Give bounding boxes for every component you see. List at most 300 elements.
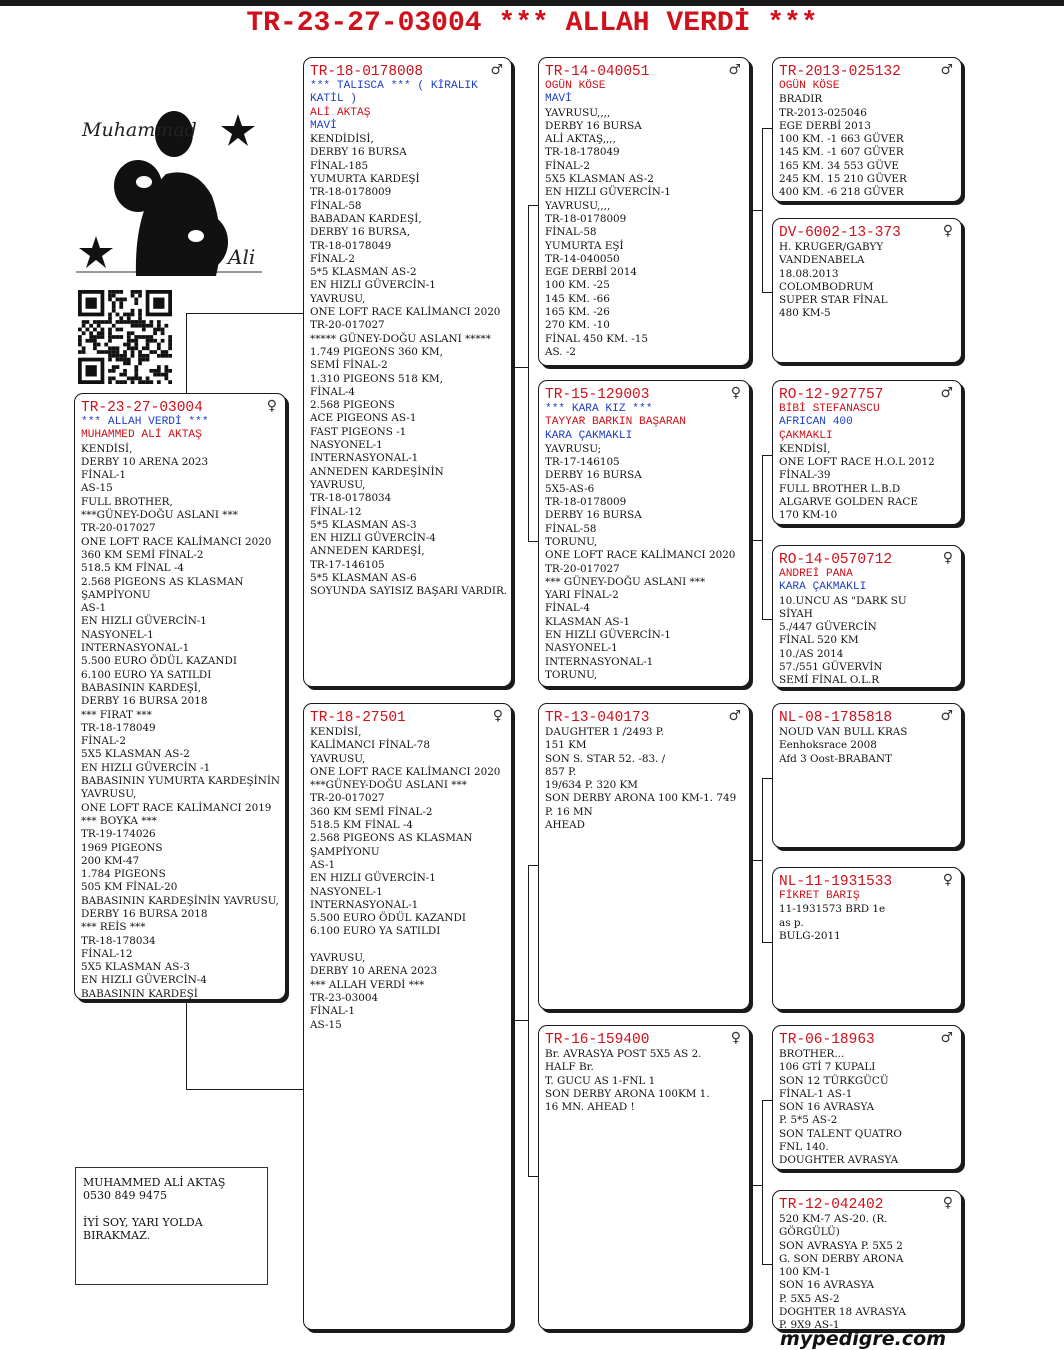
achievement-line: FİNAL-12 xyxy=(81,947,133,960)
pedigree-card-sire-sire[interactable] xyxy=(538,57,750,366)
pedigree-card-ssd[interactable] xyxy=(772,218,962,363)
connector-line xyxy=(762,1100,772,1101)
achievement-line: ACE PIGEONS AS-1 xyxy=(310,412,417,425)
ring-number: TR-13-040173 xyxy=(545,710,650,726)
card-header xyxy=(779,1195,955,1213)
achievement-line: TR-17-146105 xyxy=(310,558,385,571)
achievement-line: 100 KM. -1 663 GÜVER xyxy=(779,133,904,146)
achievement-list xyxy=(81,443,279,1000)
ring-number: RO-12-927757 xyxy=(779,387,884,403)
achievement-line: ONE LOFT RACE KALİMANCI 2020 xyxy=(310,765,501,778)
achievement-line: EN HIZLI GÜVERCİN-1 xyxy=(310,872,436,885)
connector-line xyxy=(186,313,187,393)
achievement-line: NOUD VAN BULL KRAS xyxy=(779,726,908,738)
ring-number: TR-16-159400 xyxy=(545,1032,650,1048)
achievement-line: 270 KM. -10 xyxy=(545,319,610,332)
achievement-line: TR-18-178049 xyxy=(81,721,156,734)
achievement-line: EN HIZLI GÜVERCİN-1 xyxy=(545,186,671,199)
achievement-line: BABASININ YUMURTA KARDEŞİNİN xyxy=(81,775,281,788)
male-symbol-icon: ♂ xyxy=(940,62,953,78)
achievement-line: TORUNU, xyxy=(545,535,598,548)
achievement-list xyxy=(779,93,955,199)
achievement-line: SON DERBY ARONA 100 KM-1. 749 xyxy=(545,792,737,805)
ring-number: NL-08-1785818 xyxy=(779,710,893,726)
brand-watermark[interactable]: mypedigre.com xyxy=(780,1328,946,1350)
achievement-line: TR-18-0178009 xyxy=(545,212,627,225)
ring-number: TR-18-27501 xyxy=(310,710,406,726)
achievement-line: SON 16 AVRASYA xyxy=(779,1279,875,1292)
achievement-line: KENDİSİ, xyxy=(779,442,831,455)
achievement-line xyxy=(310,939,505,952)
name-line: *** TALISCA *** ( KİRALIK xyxy=(310,80,478,92)
name-line: KARA ÇAKMAKLI xyxy=(545,429,633,442)
achievement-line: 100 KM. -25 xyxy=(545,279,610,292)
achievement-line: KLASMAN AS-1 xyxy=(545,615,630,628)
pedigree-card-sss[interactable] xyxy=(772,57,962,202)
achievement-line: TR-18-0178049 xyxy=(310,239,392,252)
achievement-line: 857 P. xyxy=(545,765,577,778)
card-header xyxy=(310,708,505,726)
achievement-line: 5X5-AS-6 xyxy=(545,482,595,495)
ring-number: TR-15-129003 xyxy=(545,387,650,403)
achievement-line: 5*5 KLASMAN AS-2 xyxy=(310,266,417,279)
pedigree-card-dam-sire[interactable] xyxy=(538,703,750,1010)
card-header xyxy=(81,398,279,416)
achievement-line: 106 GTİ 7 KUPALI xyxy=(779,1061,876,1074)
connector-line xyxy=(186,313,304,314)
achievement-line: FİNAL-2 xyxy=(545,159,590,172)
achievement-line: FİNAL-12 xyxy=(310,505,362,518)
achievement-line: P. 5*5 AS-2 xyxy=(779,1114,838,1127)
name-line: AFRICAN 400 xyxy=(779,416,853,429)
achievement-line: FİNAL-58 xyxy=(545,522,597,535)
achievement-line: G. SON DERBY ARONA xyxy=(779,1252,904,1265)
achievement-line: DERBY 16 BURSA 2018 xyxy=(81,907,208,920)
achievement-line: FİNAL-2 xyxy=(81,735,126,748)
achievement-line: TR-17-146105 xyxy=(545,456,620,469)
achievement-list xyxy=(779,241,955,321)
male-symbol-icon: ♂ xyxy=(940,1030,953,1046)
achievement-line: DOUGHTER AVRASYA xyxy=(779,1154,899,1167)
name-line: TAYYAR BARKIN BAŞARAN xyxy=(545,416,686,429)
page-title: TR-23-27-03004 *** ALLAH VERDİ *** xyxy=(246,8,818,39)
achievement-line: TR-18-0178009 xyxy=(310,186,392,199)
achievement-line: TR-20-017027 xyxy=(310,792,385,805)
achievement-line: EN HIZLI GÜVERCİN-1 xyxy=(310,279,436,292)
achievement-list xyxy=(545,1048,743,1114)
connector-line xyxy=(528,865,538,866)
ring-number: RO-14-0570712 xyxy=(779,552,893,568)
achievement-line: 1.784 PIGEONS xyxy=(81,868,166,881)
connector-line xyxy=(750,540,762,541)
card-header xyxy=(545,62,743,80)
achievement-line: FİNAL-4 xyxy=(545,602,590,615)
achievement-list xyxy=(779,726,955,766)
achievement-line: T. GUCU AS 1-FNL 1 xyxy=(545,1074,656,1087)
male-symbol-icon: ♂ xyxy=(728,62,741,78)
achievement-line: 2.568 PIGEONS xyxy=(310,399,395,412)
male-symbol-icon: ♂ xyxy=(940,708,953,724)
achievement-line: VANDENABELA xyxy=(779,254,865,267)
achievement-line: TR-18-0178034 xyxy=(310,492,392,505)
achievement-line: AS-15 xyxy=(81,482,113,495)
achievement-line: INTERNASYONAL-1 xyxy=(310,452,419,465)
portrait-caption-bottom: Ali xyxy=(228,245,256,269)
achievement-line: 5.500 EURO ÖDÜL KAZANDI xyxy=(310,912,466,925)
achievement-line: YUMURTA EŞİ xyxy=(545,239,624,252)
connector-line xyxy=(528,205,538,206)
achievement-line: BABASININ KARDEŞİNİN YAVRUSU, xyxy=(81,894,279,907)
achievement-line: FİNAL-185 xyxy=(310,159,369,172)
ring-number: TR-23-27-03004 xyxy=(81,400,203,416)
achievement-line: FAST PIGEONS -1 xyxy=(310,425,407,438)
achievement-line: EN HIZLI GÜVERCİN-4 xyxy=(310,532,436,545)
achievement-line: *** REİS *** xyxy=(81,921,146,934)
achievement-line: AS. -2 xyxy=(545,345,576,358)
achievement-line: 6.100 EURO YA SATILDI xyxy=(310,925,441,938)
female-symbol-icon: ♀ xyxy=(730,1030,741,1046)
card-header xyxy=(779,385,955,403)
female-symbol-icon: ♀ xyxy=(942,550,953,566)
achievement-line: SON 12 TÜRKGÜCÜ xyxy=(779,1074,889,1087)
achievement-line: GÖRGÜLÜ) xyxy=(779,1226,840,1239)
connector-line xyxy=(762,455,772,456)
name-line: BİBİ STEFANASCU xyxy=(779,403,880,415)
achievement-line: EGE DERBİ 2013 xyxy=(779,119,871,132)
achievement-line: TR-2013-025046 xyxy=(779,106,867,119)
portrait-image xyxy=(76,86,262,282)
achievement-line: *** BOYKA *** xyxy=(81,814,157,827)
achievement-line: 5X5 KLASMAN AS-2 xyxy=(545,173,654,186)
achievement-line: TR-20-017027 xyxy=(310,319,385,332)
achievement-line: 5X5 KLASMAN AS-3 xyxy=(81,961,190,974)
achievement-line: *** FIRAT *** xyxy=(81,708,152,721)
achievement-line: ONE LOFT RACE KALİMANCI 2019 xyxy=(81,801,272,814)
achievement-line: ANNEDEN KARDEŞİNİN xyxy=(310,465,444,478)
achievement-line: 19/634 P. 320 KM xyxy=(545,779,638,792)
ring-number: DV-6002-13-373 xyxy=(779,225,901,241)
owner-phone[interactable]: 0530 849 9475 xyxy=(83,1189,167,1202)
achievement-line: SON TALENT QUATRO xyxy=(779,1127,902,1140)
achievement-list xyxy=(545,443,743,682)
female-symbol-icon: ♀ xyxy=(942,872,953,888)
achievement-list xyxy=(545,107,743,360)
owner-motto-line: BIRAKMAZ. xyxy=(83,1229,151,1242)
connector-line xyxy=(762,778,763,943)
ring-number: TR-14-040051 xyxy=(545,64,650,80)
achievement-line: DERBY 16 BURSA xyxy=(545,509,642,522)
ring-number: NL-11-1931533 xyxy=(779,874,893,890)
achievement-line: BABADAN KARDEŞİ, xyxy=(310,212,422,225)
achievement-line: FULL BROTHER, xyxy=(81,495,173,508)
achievement-line: DERBY 16 BURSA, xyxy=(310,226,411,239)
ring-number: TR-2013-025132 xyxy=(779,64,901,80)
achievement-line: SON S. STAR 52. -83. / xyxy=(545,752,666,765)
achievement-line: DERBY 16 BURSA xyxy=(545,119,642,132)
achievement-line: 170 KM-10 xyxy=(779,509,838,522)
achievement-line: SOYUNDA SAYISIZ BAŞARI VARDIR. xyxy=(310,585,508,598)
portrait-caption-top: Muhammad xyxy=(82,119,197,141)
achievement-line: 518.5 KM FİNAL -4 xyxy=(81,562,184,575)
female-symbol-icon: ♀ xyxy=(266,398,277,414)
achievement-line: NASYONEL-1 xyxy=(545,642,618,655)
name-line: MAVİ xyxy=(545,93,572,106)
ring-number: TR-18-0178008 xyxy=(310,64,424,80)
connector-line xyxy=(762,942,772,943)
achievement-line: BABASININ KARDEŞİ, xyxy=(81,681,202,694)
achievement-line: ***** GÜNEY-DOĞU ASLANI ***** xyxy=(310,332,491,345)
achievement-line: FİNAL-58 xyxy=(310,199,362,212)
owner-info-box xyxy=(75,1167,268,1285)
achievement-line: P. 9X9 AS-1 xyxy=(779,1319,840,1330)
achievement-line: FİNAL-58 xyxy=(545,226,597,239)
connector-line xyxy=(750,210,762,211)
female-symbol-icon: ♀ xyxy=(730,385,741,401)
achievement-line: INTERNASYONAL-1 xyxy=(310,898,419,911)
achievement-line: TR-18-0178009 xyxy=(545,496,627,509)
achievement-line: YAVRUSU, xyxy=(310,752,366,765)
achievement-line: 1.749 PIGEONS 360 KM, xyxy=(310,345,443,358)
achievement-line: Br. AVRASYA POST 5X5 AS 2. xyxy=(545,1048,702,1060)
achievement-line: AS-1 xyxy=(81,602,107,615)
connector-line xyxy=(762,619,772,620)
achievement-line: YARI FİNAL-2 xyxy=(545,589,619,602)
achievement-line: 165 KM. -26 xyxy=(545,306,610,319)
achievement-line: *** GÜNEY-DOĞU ASLANI *** xyxy=(545,575,706,588)
achievement-line: 400 KM. -6 218 GÜVER xyxy=(779,186,904,199)
achievement-line: FİNAL-1 AS-1 xyxy=(779,1087,853,1100)
achievement-line: ***GÜNEY-DOĞU ASLANI *** xyxy=(310,779,467,792)
achievement-line: DERBY 16 BURSA xyxy=(310,146,407,159)
connector-line xyxy=(528,205,529,542)
achievement-line: 480 KM-5 xyxy=(779,307,831,320)
connector-line xyxy=(762,1264,772,1265)
achievement-line: 518.5 KM FİNAL -4 xyxy=(310,819,413,832)
achievement-line: 5*5 KLASMAN AS-3 xyxy=(310,518,417,531)
achievement-line: ALGARVE GOLDEN RACE xyxy=(779,496,918,509)
achievement-line: 1.310 PIGEONS 518 KM, xyxy=(310,372,443,385)
achievement-line: SEMİ FİNAL O.L.R xyxy=(779,674,880,687)
achievement-line: 5*5 KLASMAN AS-6 xyxy=(310,571,417,584)
achievement-line: INTERNASYONAL-1 xyxy=(545,655,654,668)
achievement-list xyxy=(310,133,508,598)
achievement-line: EN HIZLI GÜVERCİN-4 xyxy=(81,974,207,987)
achievement-line: YAVRUSU, xyxy=(310,292,366,305)
connector-line xyxy=(512,367,528,368)
name-line: ANDREİ PANA xyxy=(779,568,853,580)
owner-name: MUHAMMED ALİ AKTAŞ xyxy=(83,1176,226,1189)
achievement-line: DERBY 16 BURSA xyxy=(545,469,642,482)
connector-line xyxy=(750,860,762,861)
achievement-line: ONE LOFT RACE KALİMANCI 2020 xyxy=(545,549,736,562)
name-line: ÇAKMAKLI xyxy=(779,429,833,442)
achievement-line: H. KRUGER/GABYY xyxy=(779,241,884,253)
achievement-line: KALİMANCI FİNAL-78 xyxy=(310,739,430,752)
connector-line xyxy=(762,778,772,779)
achievement-line: 151 KM xyxy=(545,739,587,752)
achievement-line: FNL 140. xyxy=(779,1141,829,1154)
male-symbol-icon: ♂ xyxy=(728,708,741,724)
achievement-list xyxy=(545,726,743,832)
achievement-line: BROTHER... xyxy=(779,1048,845,1060)
achievement-line: EGE DERBİ 2014 xyxy=(545,266,637,279)
achievement-line: BABASININ KARDEŞİ xyxy=(81,987,198,1000)
connector-line xyxy=(762,1100,763,1265)
achievement-line: 10.UNCU AS "DARK SU xyxy=(779,594,907,607)
achievement-line: TR-20-017027 xyxy=(545,562,620,575)
achievement-list xyxy=(779,1048,955,1168)
achievement-list xyxy=(779,903,955,943)
achievement-line: SON 16 AVRASYA xyxy=(779,1101,875,1114)
achievement-line: 200 KM-47 xyxy=(81,854,140,867)
name-line: *** ALLAH VERDİ *** xyxy=(81,416,209,428)
achievement-line: 10./AS 2014 xyxy=(779,647,844,660)
achievement-list xyxy=(310,726,505,1032)
pedigree-card-dss[interactable] xyxy=(772,703,962,848)
achievement-line: TORUNU, xyxy=(545,668,598,681)
achievement-line: NASYONEL-1 xyxy=(81,628,154,641)
achievement-line: YAVRUSU; xyxy=(545,442,602,455)
achievement-line: FİNAL-1 xyxy=(310,1005,355,1018)
achievement-line: TR-23-03004 xyxy=(310,991,379,1004)
achievement-line: FİNAL 450 KM. -15 xyxy=(545,332,648,345)
achievement-line: TR-19-174026 xyxy=(81,828,156,841)
connector-line xyxy=(762,128,772,129)
achievement-line: SON AVRASYA P. 5X5 2 xyxy=(779,1239,903,1252)
achievement-line: 2.568 PIGEONS AS KLASMAN xyxy=(310,832,473,845)
connector-line xyxy=(512,1020,528,1021)
achievement-line: ONE LOFT RACE KALİMANCI 2020 xyxy=(81,535,272,548)
achievement-line: as p. xyxy=(779,916,804,929)
achievement-line: SEMİ FİNAL-2 xyxy=(310,359,388,372)
achievement-line: 360 KM SEMİ FİNAL-2 xyxy=(310,805,433,818)
achievement-line: YAVRUSU, xyxy=(81,788,137,801)
connector-line xyxy=(528,865,529,1177)
pedigree-card-dds[interactable] xyxy=(772,1025,962,1170)
name-line: MUHAMMED ALİ AKTAŞ xyxy=(81,429,202,442)
achievement-line: 16 MN. AHEAD ! xyxy=(545,1101,635,1114)
achievement-line: DERBY 16 BURSA 2018 xyxy=(81,695,208,708)
achievement-line: NASYONEL-1 xyxy=(310,439,383,452)
achievement-line: 145 KM. -1 607 GÜVER xyxy=(779,146,904,159)
achievement-line: FİNAL-1 xyxy=(81,469,126,482)
achievement-line: 1969 PIGEONS xyxy=(81,841,163,854)
achievement-line: P. 5X5 AS-2 xyxy=(779,1292,840,1305)
connector-line xyxy=(762,455,763,620)
achievement-line: SİYAH xyxy=(779,607,813,620)
achievement-line: 18.08.2013 xyxy=(779,267,839,280)
achievement-line: TR-20-017027 xyxy=(81,522,156,535)
ring-number: TR-12-042402 xyxy=(779,1197,884,1213)
achievement-line: HALF Br. xyxy=(545,1061,594,1074)
female-symbol-icon: ♀ xyxy=(492,708,503,724)
card-header xyxy=(545,385,743,403)
achievement-line: ONE LOFT RACE H.O.L 2012 xyxy=(779,456,935,469)
achievement-line: KENDİSİ, xyxy=(81,442,133,455)
pedigree-card-sire-dam[interactable] xyxy=(538,380,750,687)
card-header xyxy=(779,872,955,890)
achievement-line: EN HIZLI GÜVERCİN-1 xyxy=(81,615,207,628)
achievement-line: 11-1931573 BRD 1e xyxy=(779,903,886,916)
name-line: MAVİ xyxy=(310,119,337,132)
pedigree-card-main[interactable] xyxy=(74,393,286,1000)
pedigree-card-dsd[interactable] xyxy=(772,867,962,1010)
achievement-line: ANNEDEN KARDEŞİ, xyxy=(310,545,425,558)
achievement-line: *** ALLAH VERDİ *** xyxy=(310,978,425,991)
achievement-line: AS-1 xyxy=(310,858,336,871)
achievement-line: FİNAL 520 KM xyxy=(779,634,859,647)
achievement-line: BULG-2011 xyxy=(779,929,841,942)
card-header xyxy=(779,708,955,726)
name-line: FİKRET BARIŞ xyxy=(779,890,860,902)
female-symbol-icon: ♀ xyxy=(942,1195,953,1211)
achievement-line: FULL BROTHER L.B.D xyxy=(779,482,901,495)
achievement-line: 520 KM-7 AS-20. (R. xyxy=(779,1213,888,1225)
name-line: ALİ AKTAŞ xyxy=(310,106,371,119)
male-symbol-icon: ♂ xyxy=(490,62,503,78)
achievement-line: Afd 3 Oost-BRABANT xyxy=(779,752,892,765)
pedigree-card-sdd[interactable] xyxy=(772,545,962,688)
achievement-line: 5X5 KLASMAN AS-2 xyxy=(81,748,190,761)
pedigree-card-ddd[interactable] xyxy=(772,1190,962,1330)
card-header xyxy=(545,708,743,726)
name-line: OGÜN KÖSE xyxy=(545,80,606,92)
connector-line xyxy=(186,1000,187,1090)
achievement-line: BRADIR xyxy=(779,93,823,106)
pedigree-card-sire[interactable] xyxy=(303,57,512,687)
achievement-line: AS-15 xyxy=(310,1018,342,1031)
achievement-line: SON DERBY ARONA 100KM 1. xyxy=(545,1087,710,1100)
name-line: KATİL ) xyxy=(310,93,357,106)
achievement-line: 57./551 GÜVERVİN xyxy=(779,661,883,674)
pedigree-card-dam[interactable] xyxy=(303,703,512,1330)
achievement-line: 165 KM. 34 553 GÜVE xyxy=(779,159,899,172)
achievement-line: YAVRUSU,,,, xyxy=(545,106,611,119)
card-header xyxy=(779,223,955,241)
card-header xyxy=(310,62,505,80)
achievement-line: KENDİSİ, xyxy=(310,726,362,738)
achievement-line: TR-14-040050 xyxy=(545,252,620,265)
achievement-line: 6.100 EURO YA SATILDI xyxy=(81,668,212,681)
achievement-line: EN HIZLI GÜVERCİN-1 xyxy=(545,629,671,642)
name-line: *** KARA KIZ *** xyxy=(545,403,653,415)
connector-line xyxy=(528,541,538,542)
achievement-line: ŞAMPİYONU xyxy=(81,588,151,601)
achievement-line: INTERNASYONAL-1 xyxy=(81,642,190,655)
achievement-line: FİNAL-39 xyxy=(779,469,831,482)
pedigree-card-sds[interactable] xyxy=(772,380,962,525)
achievement-line: ALİ AKTAŞ,,,, xyxy=(545,133,616,146)
connector-line xyxy=(762,292,772,293)
achievement-line: 505 KM FİNAL-20 xyxy=(81,881,178,894)
female-symbol-icon: ♀ xyxy=(942,223,953,239)
achievement-line: DERBY 10 ARENA 2023 xyxy=(310,965,438,978)
achievement-line: ŞAMPİYONU xyxy=(310,845,380,858)
qr-code[interactable] xyxy=(78,290,172,384)
achievement-list xyxy=(779,595,955,688)
pedigree-card-dam-dam[interactable] xyxy=(538,1025,750,1330)
achievement-line: SUPER STAR FİNAL xyxy=(779,294,888,307)
achievement-line: DOGHTER 18 AVRASYA xyxy=(779,1306,906,1319)
connector-line xyxy=(762,128,763,293)
card-header xyxy=(779,550,955,568)
achievement-line: ***GÜNEY-DOĞU ASLANI *** xyxy=(81,509,238,522)
achievement-line: 360 KM SEMİ FİNAL-2 xyxy=(81,548,204,561)
achievement-line: Eenhoksrace 2008 xyxy=(779,739,877,752)
achievement-list xyxy=(779,443,955,523)
achievement-line: DERBY 10 ARENA 2023 xyxy=(81,455,209,468)
achievement-line: AHEAD xyxy=(545,819,585,832)
